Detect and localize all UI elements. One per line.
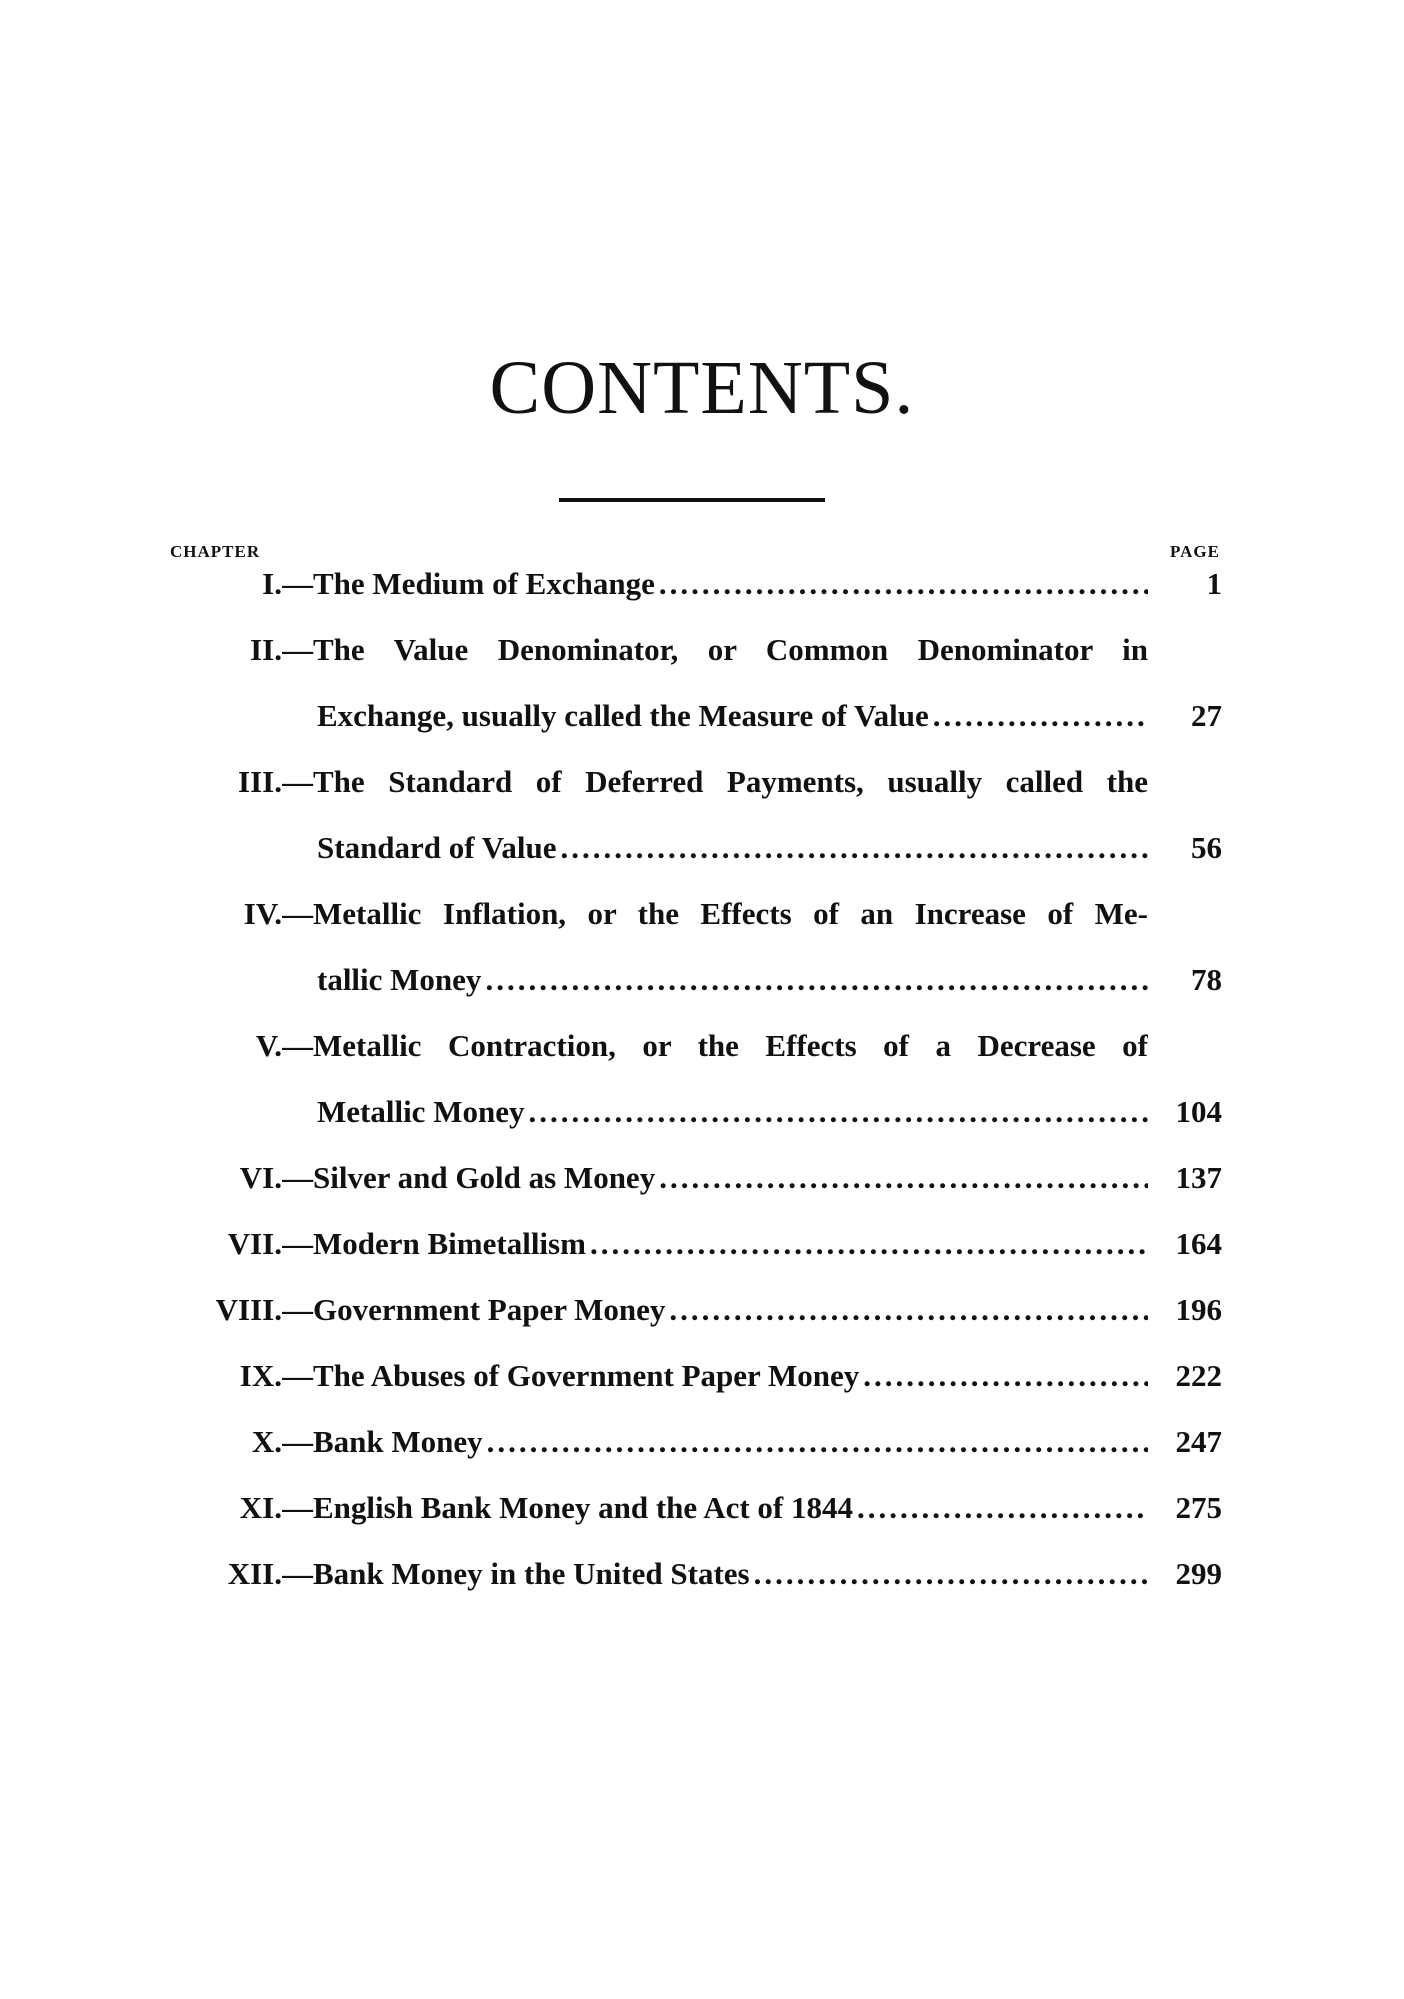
chapter-numeral: IX. — [239, 1358, 282, 1393]
chapter-title: —Metallic Contraction, or the Effects of a Decrease of — [282, 1030, 1148, 1063]
dot-leader — [853, 1492, 1148, 1523]
page-title: CONTENTS. — [489, 346, 915, 430]
dot-leader — [929, 700, 1148, 731]
chapter-numeral: IV. — [243, 896, 282, 931]
chapter-title: —Modern Bimetallism — [282, 1228, 586, 1261]
chapter-numeral: II. — [250, 632, 282, 667]
chapter-numeral: VII. — [227, 1226, 282, 1261]
dot-leader — [481, 964, 1148, 995]
dot-leader — [655, 568, 1148, 599]
page-number: 78 — [1191, 962, 1222, 997]
dot-leader — [586, 1228, 1148, 1259]
chapter-title: —Bank Money — [282, 1426, 483, 1459]
chapter-title: —The Standard of Deferred Payments, usually called the — [282, 766, 1148, 799]
chapter-title: —Metallic Inflation, or the Effects of an Increase of Me- — [282, 898, 1148, 931]
chapter-numeral: XI. — [239, 1490, 282, 1525]
chapter-title: —The Abuses of Government Paper Money — [282, 1360, 860, 1393]
chapter-numeral: X. — [251, 1424, 282, 1459]
page-column-header: PAGE — [1170, 542, 1220, 561]
chapter-title-continuation: Standard of Value — [317, 832, 557, 865]
chapter-title-continuation: Exchange, usually called the Measure of Value — [317, 700, 929, 733]
chapter-title: —Government Paper Money — [282, 1294, 666, 1327]
page-number: 104 — [1175, 1094, 1222, 1129]
title-rule — [559, 498, 825, 502]
chapter-title: —Bank Money in the United States — [282, 1558, 750, 1591]
chapter-numeral: III. — [238, 764, 282, 799]
chapter-numeral: V. — [255, 1028, 282, 1063]
dot-leader — [524, 1096, 1148, 1127]
chapter-numeral: I. — [262, 566, 282, 601]
page-number: 137 — [1175, 1160, 1222, 1195]
page-number: 222 — [1175, 1358, 1222, 1393]
chapter-title-continuation: tallic Money — [317, 964, 482, 997]
dot-leader — [665, 1294, 1148, 1325]
dot-leader — [483, 1426, 1148, 1457]
page-number: 27 — [1191, 698, 1222, 733]
chapter-title: —English Bank Money and the Act of 1844 — [282, 1492, 854, 1525]
chapter-column-header: CHAPTER — [170, 542, 261, 561]
page-number: 164 — [1175, 1226, 1222, 1261]
dot-leader — [556, 832, 1148, 863]
page-number: 275 — [1175, 1490, 1222, 1525]
chapter-title: —The Value Denominator, or Common Denominator in — [282, 634, 1148, 667]
chapter-title-continuation: Metallic Money — [317, 1096, 525, 1129]
page-number: 56 — [1191, 830, 1222, 865]
chapter-title: —Silver and Gold as Money — [282, 1162, 656, 1195]
chapter-numeral: VIII. — [215, 1292, 282, 1327]
page-number: 247 — [1175, 1424, 1222, 1459]
chapter-numeral: VI. — [239, 1160, 282, 1195]
dot-leader — [655, 1162, 1148, 1193]
chapter-numeral: XII. — [227, 1556, 282, 1591]
dot-leader — [750, 1558, 1148, 1589]
page-number: 1 — [1206, 566, 1222, 601]
page-number: 196 — [1175, 1292, 1222, 1327]
chapter-title: —The Medium of Exchange — [282, 568, 655, 601]
dot-leader — [859, 1360, 1148, 1391]
page-number: 299 — [1175, 1556, 1222, 1591]
